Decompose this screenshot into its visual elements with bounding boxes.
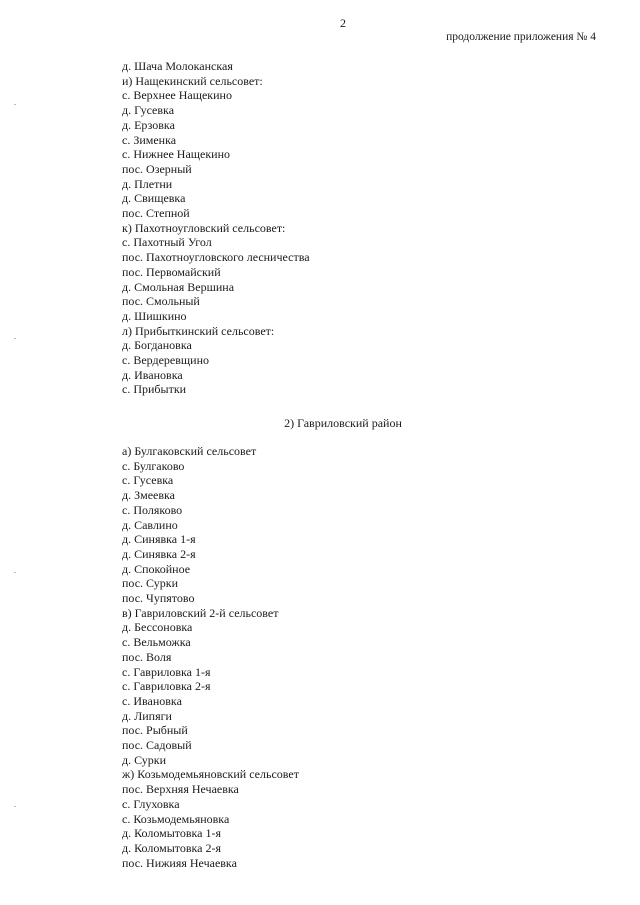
list-item: д. Ивановка — [122, 367, 183, 382]
settlement-list-1 — [122, 59, 310, 397]
list-item: пос. Пахотноугловского лесничества — [122, 250, 310, 265]
scan-mark — [14, 806, 16, 807]
list-item: д. Ерзовка — [122, 117, 175, 132]
list-item: пос. Смольный — [122, 294, 200, 309]
list-item: д. Спокойное — [122, 561, 191, 576]
list-item: д. Богдановка — [122, 338, 192, 353]
list-item: д. Синявка 1-я — [122, 532, 196, 547]
list-item: д. Гусевка — [122, 103, 175, 118]
list-item: с. Козьмодемьяновка — [122, 811, 230, 826]
list-item: пос. Озерный — [122, 161, 192, 176]
list-item: а) Булгаковский сельсовет — [122, 444, 257, 458]
list-item: пос. Воля — [122, 649, 172, 664]
scan-mark — [14, 572, 16, 573]
list-item: с. Вельможка — [122, 635, 191, 650]
list-item: с. Зименка — [122, 132, 177, 147]
list-item: д. Синявка 2-я — [122, 546, 196, 561]
list-item: с. Верхнее Нащекино — [122, 88, 232, 103]
section-title: 2) Гавриловский район — [284, 416, 402, 430]
list-item: д. Коломытовка 2-я — [122, 840, 222, 855]
list-item: пос. Первомайский — [122, 264, 221, 279]
list-item: д. Шишкино — [122, 308, 187, 323]
list-item: с. Гавриловка 2-я — [122, 679, 211, 694]
list-item: д. Шача Молоканская — [122, 59, 233, 73]
scan-mark — [14, 338, 16, 339]
list-item: с. Ивановка — [122, 693, 182, 708]
list-item: л) Прибыткинский сельсовет: — [122, 323, 275, 338]
scan-mark — [14, 104, 16, 105]
list-item: пос. Степной — [122, 206, 190, 221]
list-item: д. Савлино — [122, 517, 178, 532]
page-number: 2 — [340, 16, 346, 30]
list-item: д. Сурки — [122, 752, 167, 767]
settlement-list-2 — [122, 444, 299, 870]
list-item: в) Гавриловский 2-й сельсовет — [122, 605, 279, 620]
list-item: с. Нижнее Нащекино — [122, 147, 231, 162]
list-item: ж) Козьмодемьяновский сельсовет — [122, 767, 299, 782]
list-item: с. Гавриловка 1-я — [122, 664, 211, 679]
list-item: д. Бессоновка — [122, 620, 193, 635]
list-item: пос. Сурки — [122, 576, 179, 591]
list-item: с. Гусевка — [122, 473, 174, 488]
list-item: д. Свищевка — [122, 191, 186, 206]
list-item: пос. Верхняя Нечаевка — [122, 782, 239, 797]
list-item: с. Булгаково — [122, 458, 185, 473]
list-item: с. Глуховка — [122, 796, 180, 811]
list-item: д. Змеевка — [122, 488, 176, 503]
list-item: пос. Нижияя Нечаевка — [122, 855, 237, 870]
list-item: пос. Садовый — [122, 738, 192, 753]
list-item: пос. Рыбный — [122, 723, 188, 738]
list-item: к) Пахотноугловский сельсовет: — [122, 220, 286, 235]
list-item: д. Смольная Вершина — [122, 279, 235, 294]
list-item: д. Коломытовка 1-я — [122, 826, 222, 841]
list-item: и) Нащекинский сельсовет: — [122, 73, 263, 88]
list-item: д. Липяги — [122, 708, 172, 723]
list-item: с. Прибытки — [122, 382, 187, 397]
list-item: с. Пахотный Угол — [122, 235, 212, 250]
list-item: с. Поляково — [122, 502, 183, 517]
header-note: продолжение приложения № 4 — [446, 31, 596, 43]
list-item: д. Плетни — [122, 176, 173, 191]
list-item: пос. Чупятово — [122, 591, 195, 606]
list-item: с. Вердеревщино — [122, 353, 210, 368]
